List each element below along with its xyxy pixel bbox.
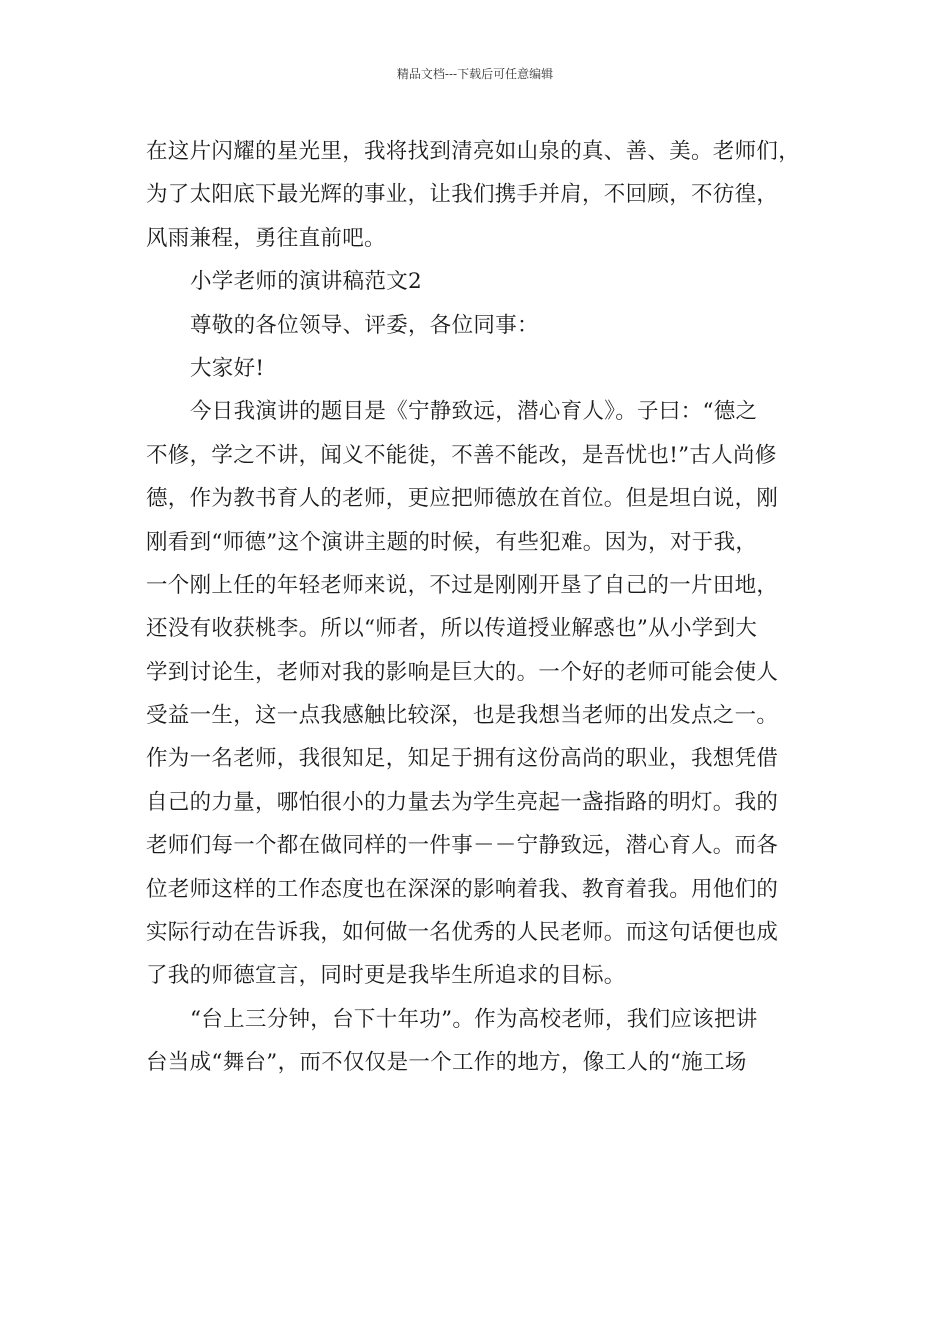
text-line: 学到讨论生，老师对我的影响是巨大的。一个好的老师可能会使人 [146,659,779,685]
greeting: 大家好! [190,355,265,381]
text-line: 自己的力量，哪怕很小的力量去为学生亮起一盏指路的明灯。我的 [146,789,779,815]
text-line: 不修，学之不讲，闻义不能徙，不善不能改，是吾忧也!”古人尚修 [146,442,777,468]
text-line: 为了太阳底下最光辉的事业，让我们携手并肩，不回顾，不彷徨， [146,182,779,208]
text-line: 受益一生，这一点我感触比较深，也是我想当老师的出发点之一。 [146,703,779,729]
text-line: 实际行动在告诉我，如何做一名优秀的人民老师。而这句话便也成 [146,920,779,946]
text-line: “台上三分钟，台下十年功”。作为高校老师，我们应该把讲 [190,1006,758,1032]
text-line: 位老师这样的工作态度也在深深的影响着我、教育着我。用他们的 [146,876,779,902]
text-line: 风雨兼程，勇往直前吧。 [146,225,386,251]
document-body [146,130,814,1085]
section-title: 小学老师的演讲稿范文2 [190,269,422,295]
text-line: 刚看到“师德”这个演讲主题的时候，有些犯难。因为，对于我， [146,529,758,555]
text-line: 德，作为教书育人的老师，更应把师德放在首位。但是坦白说，刚 [146,486,779,512]
text-line: 一个刚上任的年轻老师来说，不过是刚刚开垦了自己的一片田地， [146,572,779,598]
text-line: 在这片闪耀的星光里，我将找到清亮如山泉的真、善、美。老师们， [146,139,801,164]
text-line: 今日我演讲的题目是《宁静致远，潜心育人》。子曰：“德之 [190,399,758,425]
text-line: 还没有收获桃李。所以“师者，所以传道授业解惑也”从小学到大 [146,616,758,642]
text-line: 了我的师德宣言，同时更是我毕生所追求的目标。 [146,963,626,989]
text-line: 作为一名老师，我很知足，知足于拥有这份高尚的职业，我想凭借 [146,746,779,772]
salutation: 尊敬的各位领导、评委，各位同事： [190,312,539,338]
text-line: 台当成“舞台”，而不仅仅是一个工作的地方，像工人的“施工场 [146,1050,747,1076]
text-line: 老师们每一个都在做同样的一件事－－宁静致远，潜心育人。而各 [146,833,779,859]
page-header: 精品文档---下载后可任意编辑 [396,67,554,81]
